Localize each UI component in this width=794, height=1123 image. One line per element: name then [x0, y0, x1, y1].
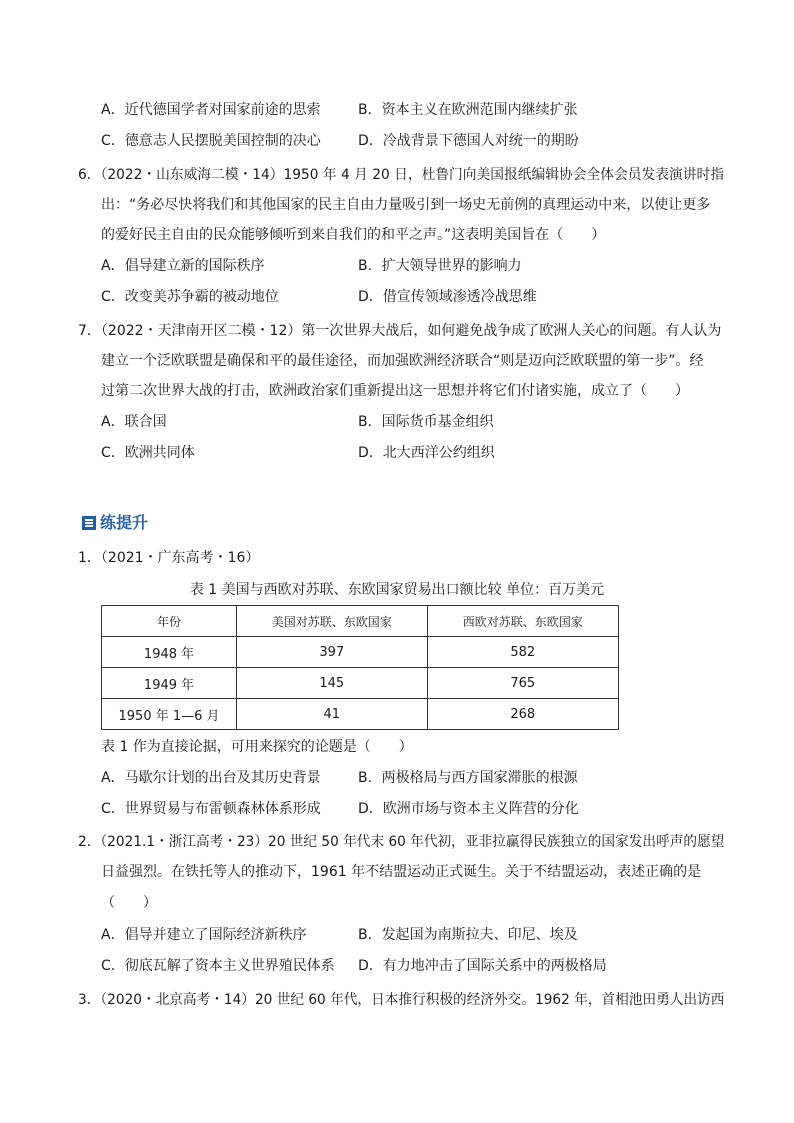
- section-title: 练提升: [100, 513, 149, 532]
- p2-text-line-3: （ ）: [101, 895, 157, 911]
- q5-option-b[interactable]: B．资本主义在欧洲范围内继续扩张: [358, 102, 578, 118]
- q5-option-c[interactable]: C．德意志人民摆脱美国控制的决心: [101, 133, 321, 149]
- q6-option-a[interactable]: A．倡导建立新的国际秩序: [101, 258, 265, 274]
- table-header-us: 美国对苏联、东欧国家: [237, 606, 427, 637]
- p2-option-b[interactable]: B．发起国为南斯拉夫、印尼、埃及: [358, 927, 578, 943]
- q7-text-line-1: 7．（2022・天津南开区二模・12）第一次世界大战后，如何避免战争成了欧洲人关心的问题。有人认为: [78, 323, 722, 339]
- table-cell: 397: [237, 637, 427, 668]
- q6-text-line-1: 6．（2022・山东威海二模・14）1950 年 4 月 20 日，杜鲁门向美国报纸编辑协会全体会员发表演讲时指: [78, 167, 724, 183]
- table-cell: 582: [427, 637, 618, 668]
- table-cell: 41: [237, 699, 427, 730]
- p1-option-c[interactable]: C．世界贸易与布雷顿森林体系形成: [101, 801, 321, 817]
- table-cell: 1950 年 1—6 月: [102, 699, 237, 730]
- table-cell: 268: [427, 699, 618, 730]
- q7-option-b[interactable]: B．国际货币基金组织: [358, 414, 494, 430]
- table-cell: 1948 年: [102, 637, 237, 668]
- q7-option-d[interactable]: D．北大西洋公约组织: [358, 445, 495, 461]
- q7-text-line-3: 过第二次世界大战的打击，欧洲政治家们重新提出这一思想并将它们付诸实施，成立了（ ）: [101, 383, 689, 399]
- table-header-row: [102, 606, 619, 637]
- book-icon: [82, 516, 96, 530]
- section-header: [82, 512, 148, 534]
- q7-text-line-2: 建立一个泛欧联盟是确保和平的最佳途径，而加强欧洲经济联合“则是迈向泛欧联盟的第一步”。经: [101, 353, 704, 369]
- q7-option-a[interactable]: A．联合国: [101, 414, 167, 430]
- trade-table: [101, 605, 619, 730]
- p3-text-line-1: 3．（2020・北京高考・14）20 世纪 60 年代，日本推行积极的经济外交。1962 年，首相池田勇人出访西: [78, 992, 725, 1008]
- q5-option-d[interactable]: D．冷战背景下德国人对统一的期盼: [358, 133, 579, 149]
- p2-option-d[interactable]: D．有力地冲击了国际关系中的两极格局: [358, 958, 607, 974]
- q6-option-c[interactable]: C．改变美苏争霸的被动地位: [101, 289, 279, 305]
- q6-text-line-3: 的爱好民主自由的民众能够倾听到来自我们的和平之声。”这表明美国旨在（ ）: [101, 227, 606, 243]
- p1-option-a[interactable]: A．马歇尔计划的出台及其历史背景: [101, 770, 321, 786]
- table-row: [102, 699, 619, 730]
- table-row: [102, 668, 619, 699]
- table-cell: 1949 年: [102, 668, 237, 699]
- p1-option-d[interactable]: D．欧洲市场与资本主义阵营的分化: [358, 801, 579, 817]
- q6-text-line-2: 出：“务必尽快将我们和其他国家的民主自由力量吸引到一场史无前例的真理运动中来，以使让更多: [101, 197, 711, 213]
- table-caption: 表 1 美国与西欧对苏联、东欧国家贸易出口额比较 单位：百万美元: [189, 582, 605, 598]
- p1-question: 表 1 作为直接论据，可用来探究的论题是（ ）: [101, 739, 413, 755]
- p1-text-line-1: 1．（2021・广东高考・16）: [78, 550, 260, 566]
- q6-option-d[interactable]: D．借宣传领域渗透冷战思维: [358, 289, 537, 305]
- q5-option-a[interactable]: A．近代德国学者对国家前途的思索: [101, 102, 321, 118]
- p2-text-line-2: 日益强烈。在铁托等人的推动下，1961 年不结盟运动正式诞生。关于不结盟运动，表述正确的是: [101, 864, 702, 880]
- p2-option-c[interactable]: C．彻底瓦解了资本主义世界殖民体系: [101, 958, 335, 974]
- table-header-year: 年份: [102, 606, 237, 637]
- p2-text-line-1: 2．（2021.1・浙江高考・23）20 世纪 50 年代末 60 年代初，亚非拉赢得民族独立的国家发出呼声的愿望: [78, 834, 725, 850]
- q7-option-c[interactable]: C．欧洲共同体: [101, 445, 195, 461]
- table-cell: 765: [427, 668, 618, 699]
- table-row: [102, 637, 619, 668]
- p2-option-a[interactable]: A．倡导并建立了国际经济新秩序: [101, 927, 307, 943]
- q6-option-b[interactable]: B．扩大领导世界的影响力: [358, 258, 522, 274]
- table-header-we: 西欧对苏联、东欧国家: [427, 606, 618, 637]
- table-cell: 145: [237, 668, 427, 699]
- p1-option-b[interactable]: B．两极格局与西方国家滞胀的根源: [358, 770, 578, 786]
